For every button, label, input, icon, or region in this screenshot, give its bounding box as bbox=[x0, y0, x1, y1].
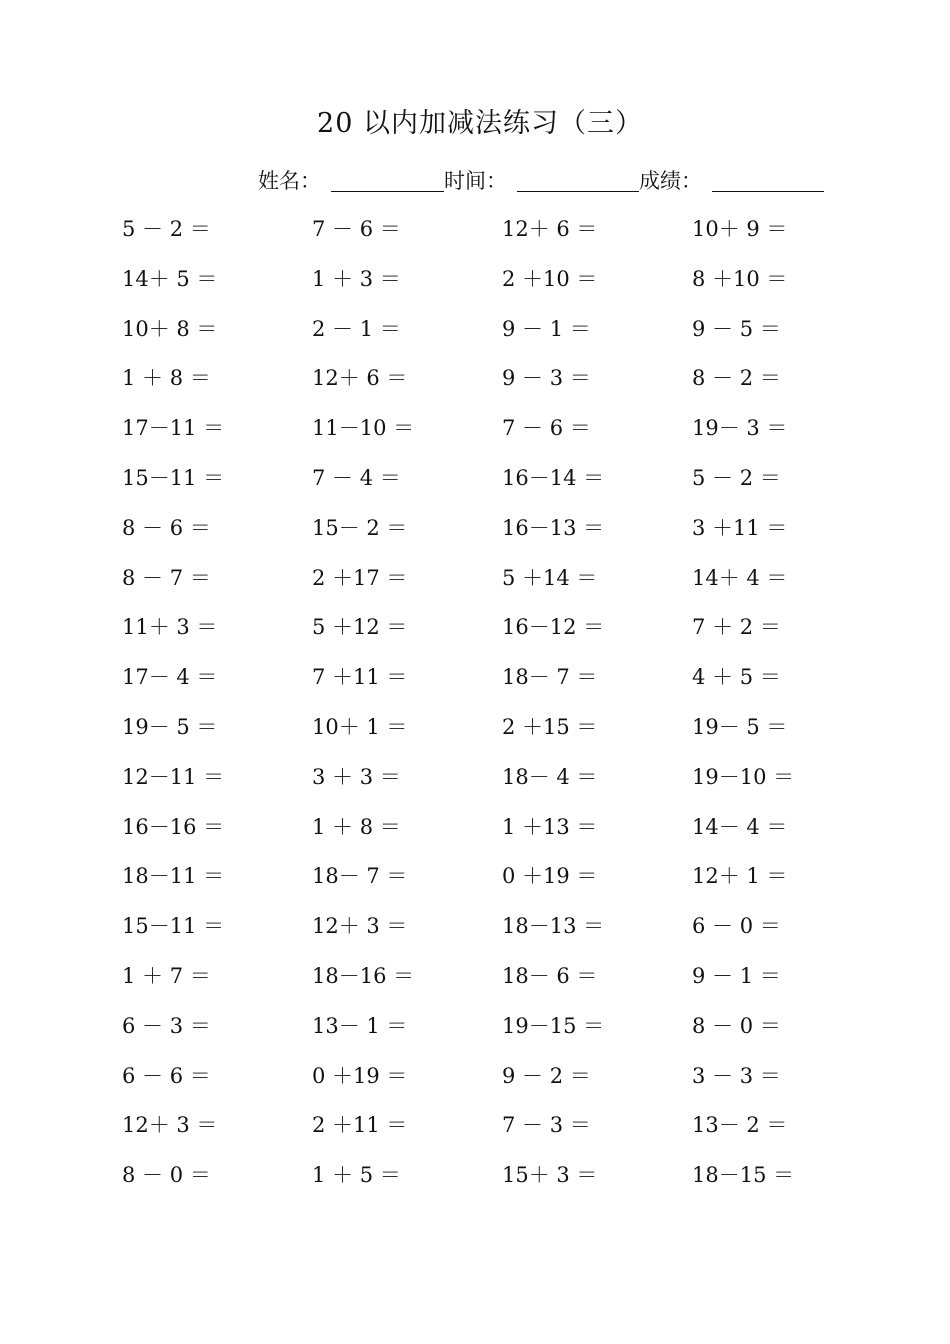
math-problem: 18－13 ＝ bbox=[502, 914, 605, 939]
problem-row bbox=[0, 1001, 950, 1051]
problem-row bbox=[0, 254, 950, 304]
math-problem: 8 － 0 ＝ bbox=[692, 1013, 781, 1038]
name-label: 姓名： bbox=[258, 169, 321, 193]
math-problem: 5 ＋12 ＝ bbox=[312, 615, 408, 640]
math-problem: 19－ 5 ＝ bbox=[122, 714, 218, 739]
math-problem: 18－ 4 ＝ bbox=[502, 764, 598, 789]
math-problem: 12＋ 6 ＝ bbox=[312, 366, 408, 391]
time-label: 时间： bbox=[444, 169, 507, 193]
problem-row bbox=[0, 204, 950, 254]
math-problem: 9 － 5 ＝ bbox=[692, 316, 781, 341]
math-problem: 2 ＋15 ＝ bbox=[502, 714, 598, 739]
math-problem: 12＋ 1 ＝ bbox=[692, 864, 788, 889]
problem-row bbox=[0, 353, 950, 403]
math-problem: 10＋ 9 ＝ bbox=[692, 217, 788, 241]
math-problem: 7 ＋ 2 ＝ bbox=[692, 615, 781, 640]
math-problem: 18－11 ＝ bbox=[122, 864, 225, 889]
math-problem: 15－ 2 ＝ bbox=[312, 515, 408, 540]
math-problem: 19－ 3 ＝ bbox=[692, 416, 788, 441]
math-problem: 1 ＋ 8 ＝ bbox=[312, 814, 401, 839]
problem-row bbox=[0, 851, 950, 901]
problem-row bbox=[0, 652, 950, 702]
math-problem: 19－10 ＝ bbox=[692, 764, 795, 789]
math-problem: 8 － 7 ＝ bbox=[122, 565, 211, 590]
math-problem: 1 ＋ 3 ＝ bbox=[312, 266, 401, 291]
math-problem: 12＋ 3 ＝ bbox=[312, 914, 408, 939]
math-problem: 3 ＋11 ＝ bbox=[692, 515, 788, 540]
problem-row bbox=[0, 553, 950, 603]
math-problem: 13－ 1 ＝ bbox=[312, 1013, 408, 1038]
math-problem: 7 － 6 ＝ bbox=[502, 416, 591, 441]
math-problem: 3 ＋ 3 ＝ bbox=[312, 764, 401, 789]
math-problem: 5 － 2 ＝ bbox=[122, 217, 211, 241]
student-info-row bbox=[258, 164, 824, 196]
score-label: 成绩： bbox=[639, 169, 702, 193]
math-problem: 2 － 1 ＝ bbox=[312, 316, 401, 341]
math-problem: 9 － 1 ＝ bbox=[692, 963, 781, 988]
math-problem: 17－11 ＝ bbox=[122, 416, 225, 441]
math-problem: 15－11 ＝ bbox=[122, 914, 225, 939]
problem-row bbox=[0, 752, 950, 802]
math-problem: 9 － 2 ＝ bbox=[502, 1063, 591, 1088]
math-problem: 6 － 0 ＝ bbox=[692, 914, 781, 939]
math-problem: 8 ＋10 ＝ bbox=[692, 266, 788, 291]
math-problem: 8 － 0 ＝ bbox=[122, 1163, 211, 1188]
problem-row bbox=[0, 1150, 950, 1200]
math-problem: 1 ＋ 8 ＝ bbox=[122, 366, 211, 391]
math-problem: 16－14 ＝ bbox=[502, 465, 605, 490]
time-blank-line[interactable] bbox=[517, 165, 639, 192]
math-problem: 7 ＋11 ＝ bbox=[312, 665, 408, 690]
problem-row bbox=[0, 1051, 950, 1101]
math-problem: 0 ＋19 ＝ bbox=[312, 1063, 408, 1088]
math-problem: 3 － 3 ＝ bbox=[692, 1063, 781, 1088]
math-problem: 10＋ 8 ＝ bbox=[122, 316, 218, 341]
math-problem: 12＋ 6 ＝ bbox=[502, 217, 598, 241]
math-problem: 11＋ 3 ＝ bbox=[122, 615, 218, 640]
math-problem: 2 ＋11 ＝ bbox=[312, 1113, 408, 1138]
math-problem: 11－10 ＝ bbox=[312, 416, 415, 441]
math-problem: 14＋ 5 ＝ bbox=[122, 266, 218, 291]
problem-row bbox=[0, 403, 950, 453]
math-problem: 18－ 7 ＝ bbox=[502, 665, 598, 690]
math-problem: 7 － 4 ＝ bbox=[312, 465, 401, 490]
math-problem: 8 － 2 ＝ bbox=[692, 366, 781, 391]
math-problem: 7 － 3 ＝ bbox=[502, 1113, 591, 1138]
math-problem: 4 ＋ 5 ＝ bbox=[692, 665, 781, 690]
problem-row bbox=[0, 951, 950, 1001]
math-problem: 5 － 2 ＝ bbox=[692, 465, 781, 490]
math-problem: 18－ 6 ＝ bbox=[502, 963, 598, 988]
problem-row bbox=[0, 453, 950, 503]
math-problem: 14＋ 4 ＝ bbox=[692, 565, 788, 590]
problem-row bbox=[0, 503, 950, 553]
name-blank-line[interactable] bbox=[331, 165, 444, 192]
problem-row bbox=[0, 304, 950, 354]
math-problem: 18－ 7 ＝ bbox=[312, 864, 408, 889]
math-problem: 16－12 ＝ bbox=[502, 615, 605, 640]
math-problem: 1 ＋13 ＝ bbox=[502, 814, 598, 839]
math-problem: 9 － 1 ＝ bbox=[502, 316, 591, 341]
math-problem: 6 － 6 ＝ bbox=[122, 1063, 211, 1088]
math-problem: 12＋ 3 ＝ bbox=[122, 1113, 218, 1138]
problem-row bbox=[0, 1100, 950, 1150]
math-problem: 18－15 ＝ bbox=[692, 1163, 795, 1188]
math-problem: 15＋ 3 ＝ bbox=[502, 1163, 598, 1188]
math-problem: 18－16 ＝ bbox=[312, 963, 415, 988]
math-problem: 5 ＋14 ＝ bbox=[502, 565, 598, 590]
math-problem: 1 ＋ 5 ＝ bbox=[312, 1163, 401, 1188]
problem-grid bbox=[0, 204, 950, 1200]
math-problem: 1 ＋ 7 ＝ bbox=[122, 963, 211, 988]
math-problem: 14－ 4 ＝ bbox=[692, 814, 788, 839]
math-problem: 9 － 3 ＝ bbox=[502, 366, 591, 391]
math-problem: 13－ 2 ＝ bbox=[692, 1113, 788, 1138]
math-problem: 12－11 ＝ bbox=[122, 764, 225, 789]
score-blank-line[interactable] bbox=[712, 165, 824, 192]
math-problem: 0 ＋19 ＝ bbox=[502, 864, 598, 889]
math-problem: 7 － 6 ＝ bbox=[312, 217, 401, 241]
problem-row bbox=[0, 901, 950, 951]
math-problem: 19－15 ＝ bbox=[502, 1013, 605, 1038]
math-problem: 8 － 6 ＝ bbox=[122, 515, 211, 540]
math-problem: 17－ 4 ＝ bbox=[122, 665, 218, 690]
problem-row bbox=[0, 602, 950, 652]
math-problem: 10＋ 1 ＝ bbox=[312, 714, 408, 739]
math-problem: 2 ＋17 ＝ bbox=[312, 565, 408, 590]
problem-row bbox=[0, 702, 950, 752]
problem-row bbox=[0, 802, 950, 852]
math-problem: 16－13 ＝ bbox=[502, 515, 605, 540]
math-problem: 2 ＋10 ＝ bbox=[502, 266, 598, 291]
math-problem: 19－ 5 ＝ bbox=[692, 714, 788, 739]
math-problem: 15－11 ＝ bbox=[122, 465, 225, 490]
math-problem: 6 － 3 ＝ bbox=[122, 1013, 211, 1038]
page-title: 20 以内加减法练习（三） bbox=[317, 108, 643, 139]
math-problem: 16－16 ＝ bbox=[122, 814, 225, 839]
